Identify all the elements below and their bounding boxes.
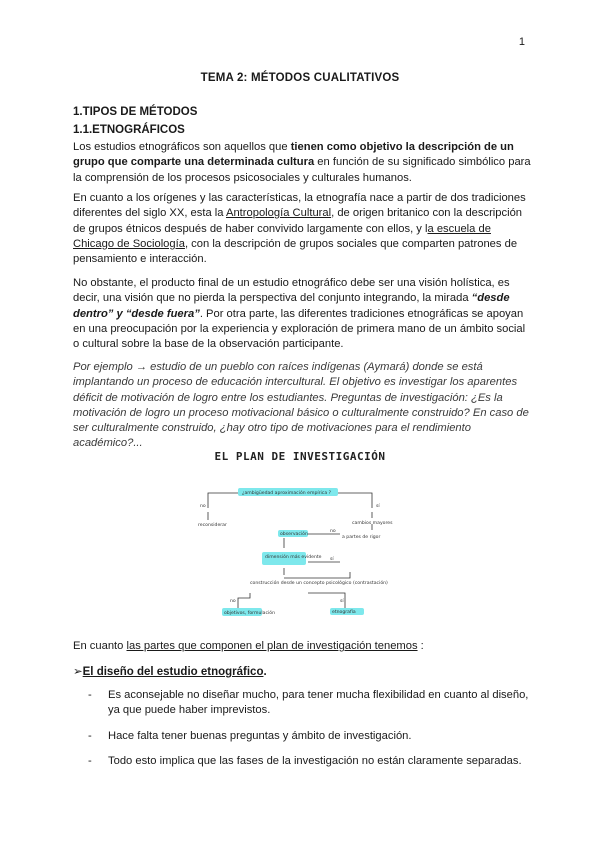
diagram-title: EL PLAN DE INVESTIGACIÓN xyxy=(214,450,386,463)
connector-top-right xyxy=(338,493,372,508)
label-a-partes: a partes de rigor xyxy=(342,535,381,540)
link-escuela-chicago: a escuela de Chicago de Sociología xyxy=(73,222,491,250)
paragraph-origins: En cuanto a los orígenes y las características, la etnografía nace a partir de dos tradiciones diferentes del siglo XX, esta la Antropología Cultural, de origen britanico con la descripción de grupos étnicos después de haber convivido largamente con ellos, y la escuela de Chicago de Sociología, con la descripción de grupos sociales que comparten patrones de pensamiento e interacción. xyxy=(73,192,526,266)
list-item: - Hace falta tener buenas preguntas y ámbito de investigación. xyxy=(88,729,412,742)
label-cambios: cambios mayores xyxy=(352,521,393,526)
section-design-heading: ➢El diseño del estudio etnográfico. xyxy=(73,666,267,678)
paragraph-holistic: No obstante, el producto final de un estudio etnográfico debe ser una visión holística, es decir, una visión que no pierda la perspectiva del conjunto integrando, la mirada “desde dentro” y “desde fuera”. Por otra parte, las diferentes tradiciones etnográficas se apoyan en una preocupación por la experiencia y exploración de primera mano de un ámbito social o cultural sobre la base de la observación participante. xyxy=(73,277,526,351)
subsection-heading: 1.1.ETNOGRÁFICOS xyxy=(73,124,185,136)
parts-intro: En cuanto las partes que componen el plan de investigación tenemos : xyxy=(73,640,424,652)
label-si-right: sí xyxy=(376,504,380,509)
connector-bottom-left xyxy=(238,593,250,608)
list-item: - Todo esto implica que las fases de la investigación no están claramente separadas. xyxy=(88,754,522,767)
label-no-2: no xyxy=(330,529,336,534)
label-left-end: reconsiderar xyxy=(198,523,227,528)
label-construccion: construcción desde un concepto psicológico (contrastación) xyxy=(250,581,388,586)
example-paragraph: Por ejemplo → estudio de un pueblo con raíces indígenas (Aymará) donde se está implantando un proceso de educación intercultural. El objetivo es investigar los aparentes déficit de motivación de logro entre los estudiantes. Preguntas de investigación: ¿Es la motivación de logro un proceso motivacional básico o culturalmente construido? En caso de ser culturalmente construido, ¿hay otro tipo de motivaciones para el rendimiento académico?... xyxy=(73,361,529,450)
label-si-2: sí xyxy=(330,557,334,562)
label-si-3: sí xyxy=(340,599,344,604)
label-no-left: no xyxy=(200,504,206,509)
link-antropologia: Antropología Cultural xyxy=(226,207,332,220)
paragraph-definition: Los estudios etnográficos son aquellos que tienen como objetivo la descripción de un grupo que comparte una determinada cultura en función de su significado simbólico para la comprensión de los procesos psicosociales y culturales humanos. xyxy=(73,141,531,184)
connector-top-left xyxy=(208,493,238,508)
label-top: ¿ambigüedad aproximación empírica ? xyxy=(242,491,332,496)
label-bottom-right: etnografía xyxy=(332,610,356,615)
label-dimension: dimensión más evidente xyxy=(265,555,322,560)
design-bullet-list xyxy=(88,688,533,779)
research-plan-diagram xyxy=(190,478,420,618)
label-no-3: no xyxy=(230,599,236,604)
label-bottom-left: objetivos, formulación xyxy=(224,611,275,616)
page-title: TEMA 2: MÉTODOS CUALITATIVOS xyxy=(200,72,400,84)
list-item: - Es aconsejable no diseñar mucho, para tener mucha flexibilidad en cuanto al diseño, ya que puede haber imprevistos. xyxy=(88,689,529,717)
connector-construccion xyxy=(284,572,350,578)
page-number: 1 xyxy=(518,36,525,48)
section-heading: 1.TIPOS DE MÉTODOS xyxy=(73,106,198,118)
label-observacion: observación xyxy=(280,532,308,537)
arrow-bullet-icon: ➢ xyxy=(73,666,83,678)
